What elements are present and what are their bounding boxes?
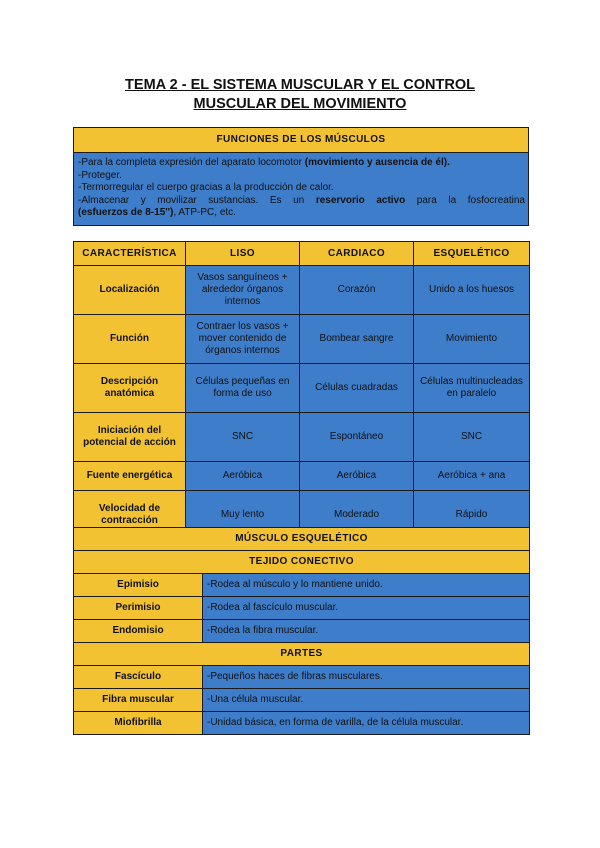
cell-liso: Vasos sanguíneos + alrededor órganos internos [186,266,300,315]
col-header-caracteristica: CARACTERÍSTICA [74,242,186,266]
table-row [74,666,530,689]
row-description: -Rodea al músculo y lo mantiene unido. [203,574,530,597]
row-label: Descripción anatómica [74,364,186,413]
row-label: Endomisio [74,620,203,643]
partes-header: PARTES [74,643,530,666]
table-row [74,364,530,413]
musculo-esqueletico-header: MÚSCULO ESQUELÉTICO [74,528,530,551]
row-label: Perimisio [74,597,203,620]
cell-cardiaco: Aeróbica [300,462,414,491]
row-label: Velocidad de contracción [74,491,186,540]
cell-esqueletico: Rápido [414,491,530,540]
tejido-conectivo-header: TEJIDO CONECTIVO [74,551,530,574]
cell-esqueletico: Aeróbica + ana [414,462,530,491]
table-row [74,620,530,643]
row-description: -Unidad básica, en forma de varilla, de la célula muscular. [203,712,530,735]
funcion-line-2: -Proteger. [78,169,122,181]
row-description: -Rodea al fascículo muscular. [203,597,530,620]
page-title-line-2: MUSCULAR DEL MOVIMIENTO [193,96,407,112]
cell-esqueletico: SNC [414,413,530,462]
cell-esqueletico: Células multinucleadas en paralelo [414,364,530,413]
funciones-table [73,127,529,226]
col-header-esqueletico: ESQUELÉTICO [414,242,530,266]
row-description: -Una célula muscular. [203,689,530,712]
table-row [74,315,530,364]
funcion-line-1: -Para la completa expresión del aparato locomotor (movimiento y ausencia de él). [78,157,450,168]
table-row [74,462,530,491]
table-row [74,689,530,712]
table-row [74,574,530,597]
row-description: -Rodea la fibra muscular. [203,620,530,643]
caracteristicas-table [73,241,530,540]
cell-cardiaco: Células cuadradas [300,364,414,413]
cell-cardiaco: Moderado [300,491,414,540]
cell-liso: Aeróbica [186,462,300,491]
funcion-line-5: (esfuerzos de 8-15''), ATP-PC, etc. [78,207,236,218]
cell-esqueletico: Movimiento [414,315,530,364]
col-header-liso: LISO [186,242,300,266]
row-label: Iniciación del potencial de acción [74,413,186,462]
row-label: Fibra muscular [74,689,203,712]
table-row [74,266,530,315]
table-row [74,413,530,462]
funciones-body [74,153,529,226]
row-label: Localización [74,266,186,315]
cell-cardiaco: Bombear sangre [300,315,414,364]
cell-cardiaco: Corazón [300,266,414,315]
cell-liso: SNC [186,413,300,462]
cell-esqueletico: Unido a los huesos [414,266,530,315]
row-label: Fascículo [74,666,203,689]
cell-liso: Células pequeñas en forma de uso [186,364,300,413]
row-label: Fuente energética [74,462,186,491]
table-row [74,712,530,735]
funcion-line-3: -Termorregular el cuerpo gracias a la producción de calor. [78,182,334,193]
row-label: Función [74,315,186,364]
row-label: Epimisio [74,574,203,597]
page-title-line-1: TEMA 2 - EL SISTEMA MUSCULAR Y EL CONTROL [125,77,475,93]
cell-cardiaco: Espontáneo [300,413,414,462]
row-label: Miofibrilla [74,712,203,735]
table-row [74,597,530,620]
cell-liso: Contraer los vasos + mover contenido de órganos internos [186,315,300,364]
musculo-esqueletico-table [73,527,530,735]
col-header-cardiaco: CARDIACO [300,242,414,266]
cell-liso: Muy lento [186,491,300,540]
funciones-header: FUNCIONES DE LOS MÚSCULOS [74,128,529,153]
funcion-line-4: -Almacenar y movilizar sustancias. Es un reservorio activo para la fosfocreatina [78,194,525,206]
row-description: -Pequeños haces de fibras musculares. [203,666,530,689]
